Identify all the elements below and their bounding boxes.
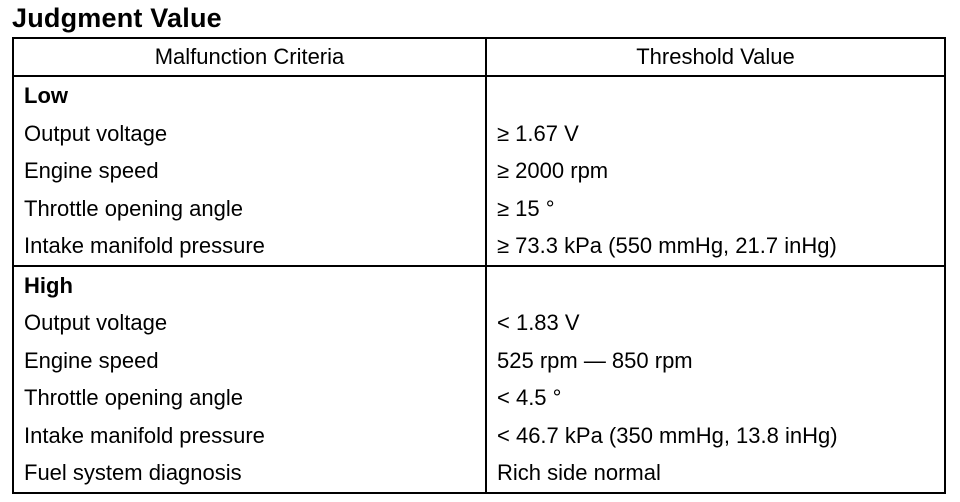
page-title: Judgment Value	[12, 3, 222, 33]
column-header-threshold: Threshold Value	[486, 38, 945, 76]
threshold-cell: ≥ 2000 rpm	[486, 152, 945, 190]
empty-cell	[486, 266, 945, 305]
threshold-cell: ≥ 1.67 V	[486, 115, 945, 153]
threshold-cell: Rich side normal	[486, 454, 945, 493]
criteria-cell: Engine speed	[13, 152, 486, 190]
criteria-cell: Intake manifold pressure	[13, 417, 486, 455]
threshold-cell: ≥ 15 °	[486, 190, 945, 228]
table-row	[13, 417, 945, 455]
table-row	[13, 454, 945, 493]
threshold-cell: ≥ 73.3 kPa (550 mmHg, 21.7 inHg)	[486, 227, 945, 266]
table-row	[13, 304, 945, 342]
criteria-cell: Engine speed	[13, 342, 486, 380]
table-row	[13, 115, 945, 153]
low-group	[13, 76, 945, 266]
group-label-low: Low	[13, 76, 486, 115]
judgment-value-table	[12, 37, 946, 494]
table-row	[13, 152, 945, 190]
table-row	[13, 227, 945, 266]
high-group	[13, 266, 945, 493]
criteria-cell: Throttle opening angle	[13, 379, 486, 417]
table-row	[13, 190, 945, 228]
group-label-high: High	[13, 266, 486, 305]
table-row	[13, 379, 945, 417]
threshold-cell: < 46.7 kPa (350 mmHg, 13.8 inHg)	[486, 417, 945, 455]
column-header-criteria: Malfunction Criteria	[13, 38, 486, 76]
group-label-row	[13, 76, 945, 115]
criteria-cell: Output voltage	[13, 115, 486, 153]
table-header-row	[13, 38, 945, 76]
criteria-cell: Intake manifold pressure	[13, 227, 486, 266]
threshold-cell: < 1.83 V	[486, 304, 945, 342]
criteria-cell: Throttle opening angle	[13, 190, 486, 228]
criteria-cell: Output voltage	[13, 304, 486, 342]
threshold-cell: 525 rpm — 850 rpm	[486, 342, 945, 380]
criteria-cell: Fuel system diagnosis	[13, 454, 486, 493]
group-label-row	[13, 266, 945, 305]
threshold-cell: < 4.5 °	[486, 379, 945, 417]
empty-cell	[486, 76, 945, 115]
table-row	[13, 342, 945, 380]
